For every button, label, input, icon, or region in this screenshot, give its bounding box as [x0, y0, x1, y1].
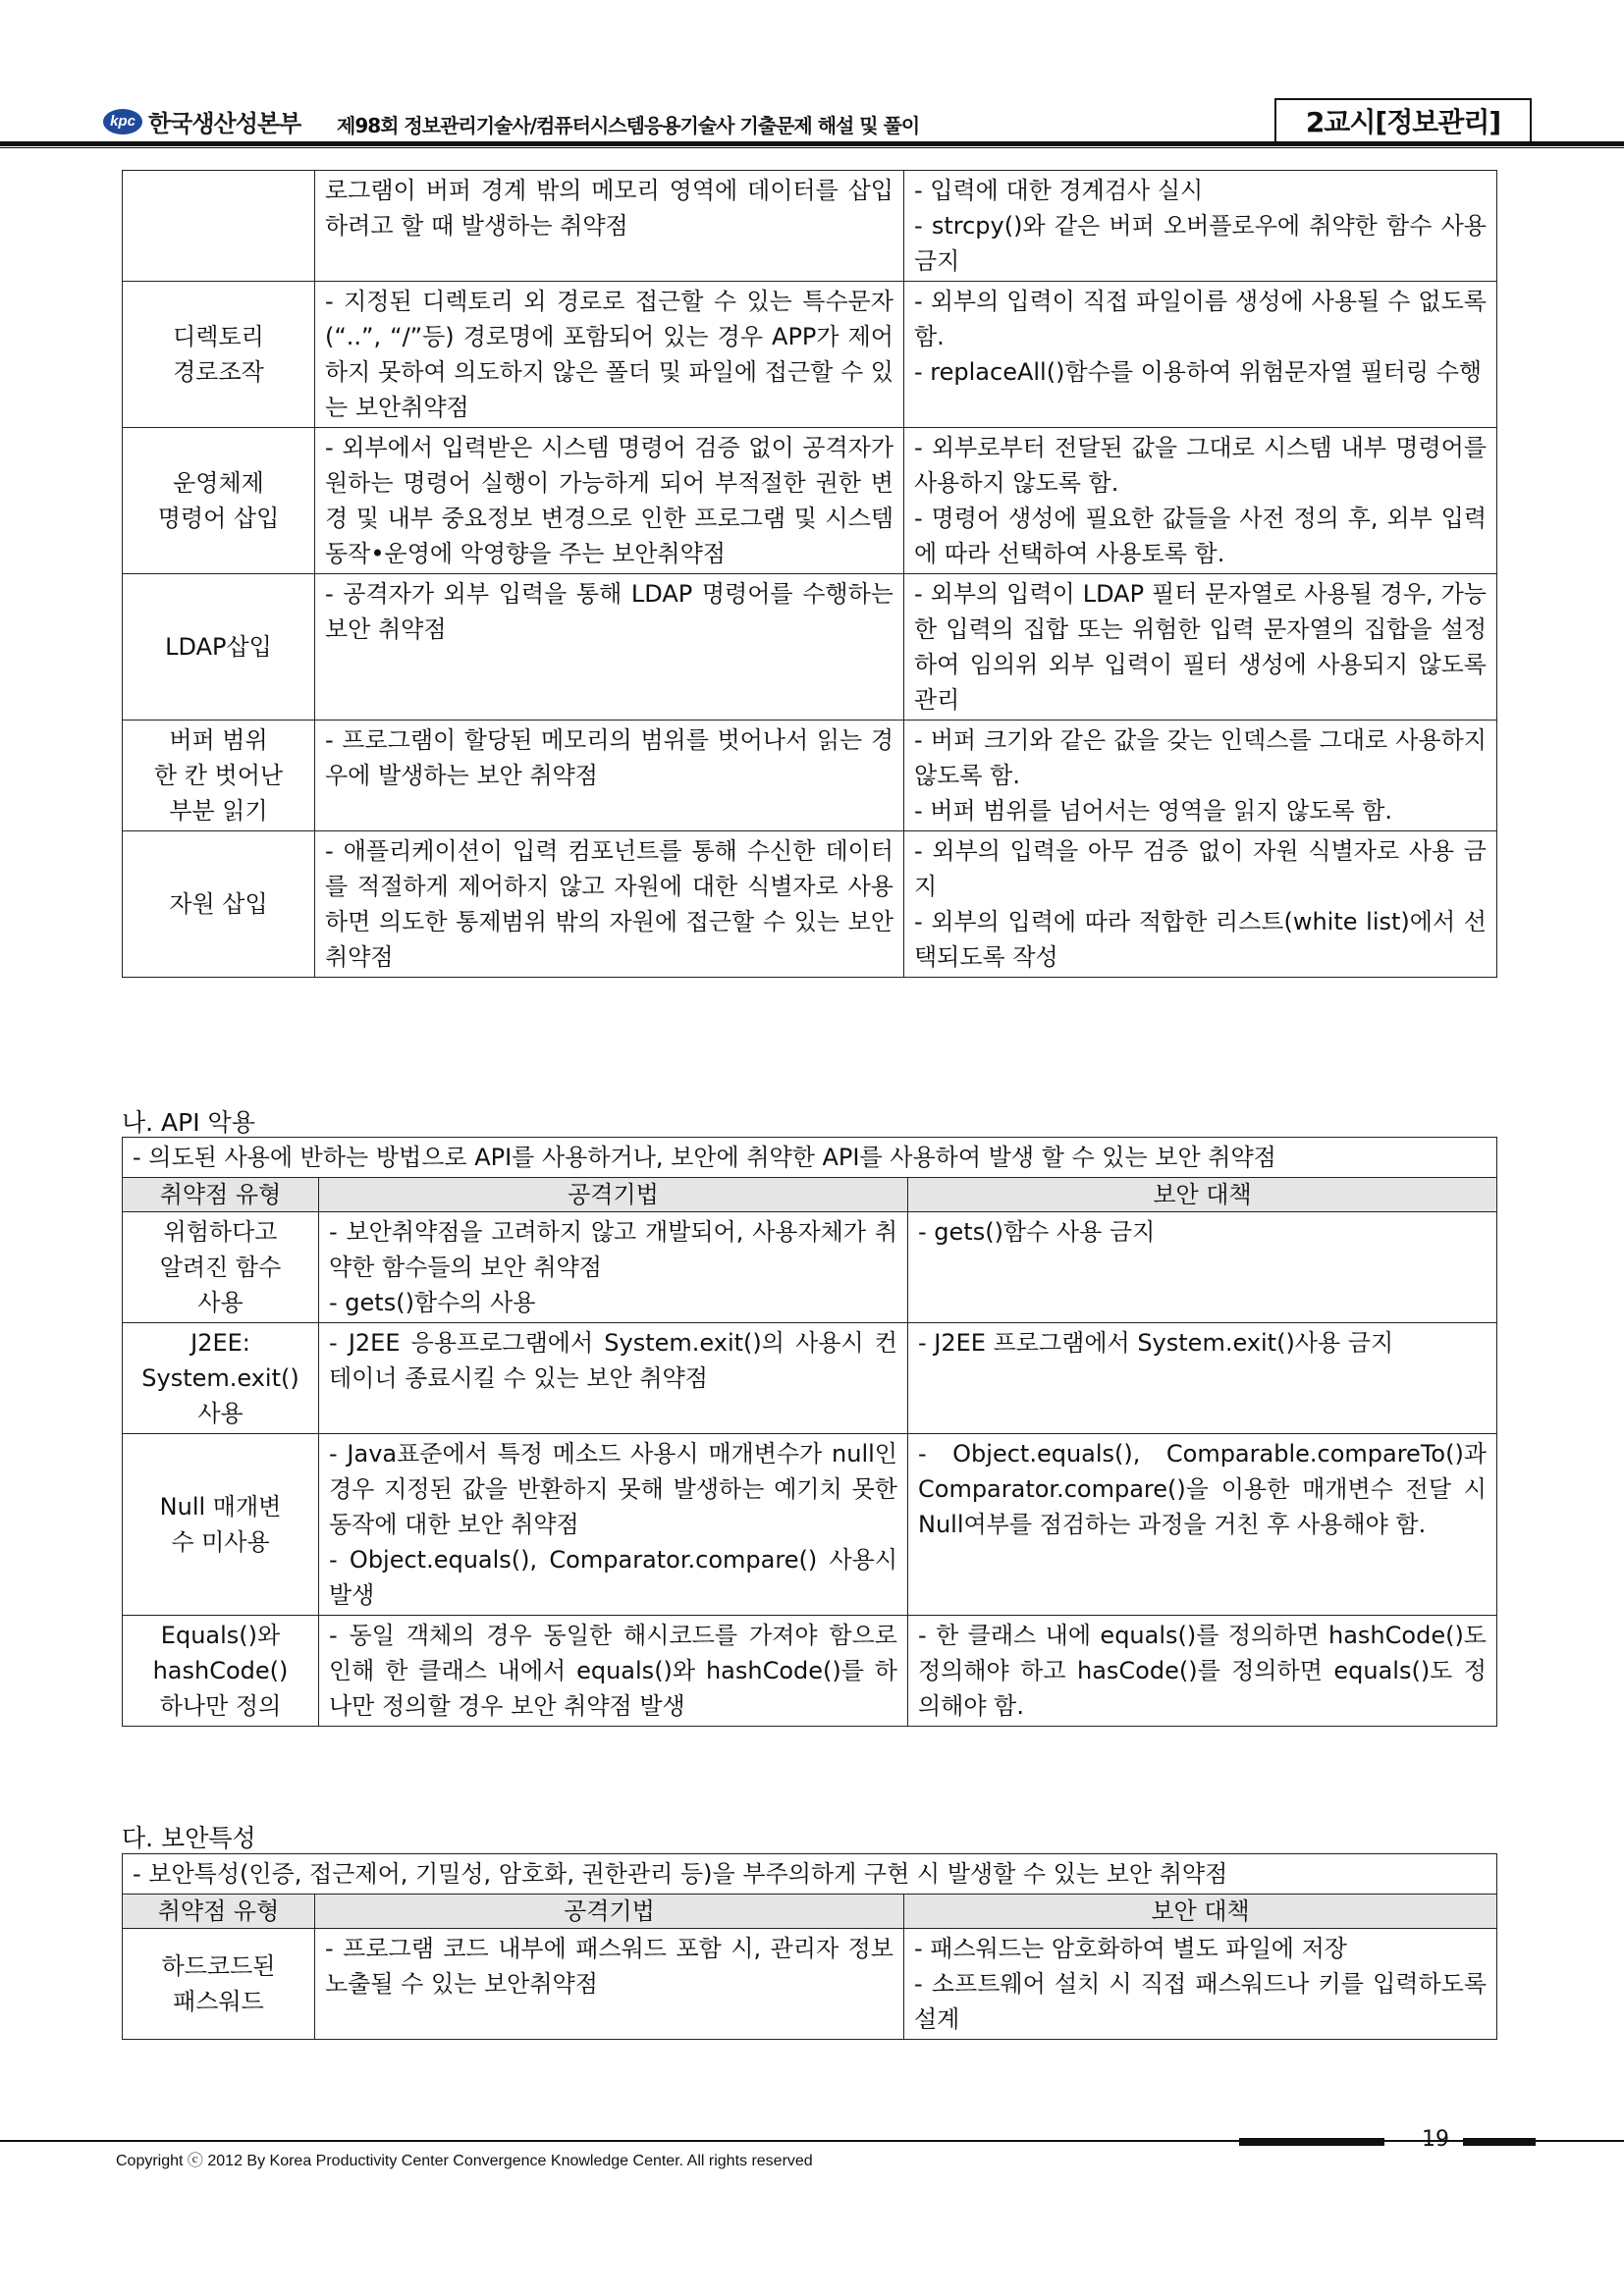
countermeasure-cell: - 외부의 입력이 직접 파일이름 생성에 사용될 수 없도록 함. - replaceAll()함수를 이용하여 위험문자열 필터링 수행 — [904, 282, 1497, 428]
page-number: 19 — [1422, 2127, 1449, 2152]
attack-method-cell: - 동일 객체의 경우 동일한 해시코드를 가져야 함으로 인해 한 클래스 내에서 equals()와 hashCode()를 하나만 정의할 경우 보안 취약점 발생 — [319, 1616, 908, 1727]
countermeasure-cell: - Object.equals(), Comparable.compareTo()과 Comparator.compare()을 이용한 매개변수 전달 시 Null여부를 점검하는 과정을 거친 후 사용해야 함. — [908, 1434, 1497, 1616]
countermeasure-cell: - 버퍼 크기와 같은 값을 갖는 인덱스를 그대로 사용하지 않도록 함. - 버퍼 범위를 넘어서는 영역을 읽지 않도록 함. — [904, 721, 1497, 831]
column-header-attack: 공격기법 — [315, 1895, 904, 1929]
table-row — [123, 282, 1497, 428]
column-header-type: 취약점 유형 — [123, 1178, 319, 1212]
column-header-type: 취약점 유형 — [123, 1895, 315, 1929]
vulnerability-type-cell: Equals()와 hashCode() 하나만 정의 — [123, 1616, 319, 1727]
vulnerability-type-cell: Null 매개변 수 미사용 — [123, 1434, 319, 1616]
attack-method-cell: - 애플리케이션이 입력 컴포넌트를 통해 수신한 데이터를 적절하게 제어하지 않고 자원에 대한 식별자로 사용하면 의도한 통제범위 밖의 자원에 접근할 수 있는 보안 취약점 — [315, 831, 904, 978]
table-row — [123, 1212, 1497, 1323]
table-row — [123, 171, 1497, 282]
countermeasure-cell: - J2EE 프로그램에서 System.exit()사용 금지 — [908, 1323, 1497, 1434]
table-row — [123, 574, 1497, 721]
vulnerability-table-security-features — [122, 1853, 1497, 2040]
section-description: - 의도된 사용에 반하는 방법으로 API를 사용하거나, 보안에 취약한 API를 사용하여 발생 할 수 있는 보안 취약점 — [123, 1138, 1497, 1178]
section-heading-security-features: 다. 보안특성 — [122, 1824, 256, 1852]
logo — [103, 104, 300, 138]
table-row — [123, 1929, 1497, 2040]
countermeasure-cell: - 패스워드는 암호화하여 별도 파일에 저장 - 소프트웨어 설치 시 직접 패스워드나 키를 입력하도록 설계 — [904, 1929, 1497, 2040]
countermeasure-cell: - gets()함수 사용 금지 — [908, 1212, 1497, 1323]
attack-method-cell: - Java표준에서 특정 메소드 사용시 매개변수가 null인 경우 지정된 값을 반환하지 못해 발생하는 예기치 못한 동작에 대한 보안 취약점 - Object.equals(), Comparator.compare() 사용시 발생 — [319, 1434, 908, 1616]
vulnerability-type-cell: 자원 삽입 — [123, 831, 315, 978]
attack-method-cell: 로그램이 버퍼 경계 밖의 메모리 영역에 데이터를 삽입하려고 할 때 발생하는 취약점 — [315, 171, 904, 282]
attack-method-cell: - J2EE 응용프로그램에서 System.exit()의 사용시 컨테이너 종료시킬 수 있는 보안 취약점 — [319, 1323, 908, 1434]
kpc-logo-icon: kpc — [103, 109, 142, 134]
section-description: - 보안특성(인증, 접근제어, 기밀성, 암호화, 권한관리 등)을 부주의하게 구현 시 발생할 수 있는 보안 취약점 — [123, 1854, 1497, 1895]
column-header-attack: 공격기법 — [319, 1178, 908, 1212]
table-row — [123, 428, 1497, 574]
session-badge: 2교시[정보관리] — [1274, 98, 1532, 141]
attack-method-cell: - 프로그램이 할당된 메모리의 범위를 벗어나서 읽는 경우에 발생하는 보안 취약점 — [315, 721, 904, 831]
vulnerability-type-cell — [123, 171, 315, 282]
countermeasure-cell: - 외부의 입력을 아무 검증 없이 자원 식별자로 사용 금지 - 외부의 입력에 따라 적합한 리스트(white list)에서 선택되도록 작성 — [904, 831, 1497, 978]
countermeasure-cell: - 한 클래스 내에 equals()를 정의하면 hashCode()도 정의해야 하고 hasCode()를 정의하면 equals()도 정의해야 함. — [908, 1616, 1497, 1727]
vulnerability-type-cell: 하드코드된 패스워드 — [123, 1929, 315, 2040]
document-title: 제98회 정보관리기술사/컴퓨터시스템응용기술사 기출문제 해설 및 풀이 — [337, 114, 920, 137]
vulnerability-type-cell: 운영체제 명령어 삽입 — [123, 428, 315, 574]
column-header-defense: 보안 대책 — [908, 1178, 1497, 1212]
vulnerability-type-cell: 버퍼 범위 한 칸 벗어난 부분 읽기 — [123, 721, 315, 831]
header-divider-thin — [0, 147, 1624, 148]
countermeasure-cell: - 외부로부터 전달된 값을 그대로 시스템 내부 명령어를 사용하지 않도록 함. - 명령어 생성에 필요한 값들을 사전 정의 후, 외부 입력에 따라 선택하여 사용토록 함. — [904, 428, 1497, 574]
vulnerability-type-cell: 위험하다고 알려진 함수 사용 — [123, 1212, 319, 1323]
column-header-defense: 보안 대책 — [904, 1895, 1497, 1929]
table-row — [123, 721, 1497, 831]
attack-method-cell: - 외부에서 입력받은 시스템 명령어 검증 없이 공격자가 원하는 명령어 실행이 가능하게 되어 부적절한 권한 변경 및 내부 중요정보 변경으로 인한 프로그램 및 시스템 동작•운영에 악영향을 주는 보안취약점 — [315, 428, 904, 574]
table-row — [123, 1323, 1497, 1434]
vulnerability-type-cell: J2EE: System.exit() 사용 — [123, 1323, 319, 1434]
table-row — [123, 1434, 1497, 1616]
countermeasure-cell: - 입력에 대한 경계검사 실시 - strcpy()와 같은 버퍼 오버플로우에 취약한 함수 사용 금지 — [904, 171, 1497, 282]
footer-bar-right — [1463, 2138, 1536, 2146]
vulnerability-type-cell: LDAP삽입 — [123, 574, 315, 721]
header-divider — [0, 141, 1624, 146]
vulnerability-table-input-validation — [122, 170, 1497, 978]
copyright-notice: Copyright ⓒ 2012 By Korea Productivity Center Convergence Knowledge Center. All rights reserved — [116, 2153, 813, 2169]
countermeasure-cell: - 외부의 입력이 LDAP 필터 문자열로 사용될 경우, 가능한 입력의 집합 또는 위험한 입력 문자열의 집합을 설정하여 임의위 외부 입력이 필터 생성에 사용되지 않도록 관리 — [904, 574, 1497, 721]
footer-bar-left — [1239, 2138, 1384, 2146]
section-heading-api-abuse: 나. API 악용 — [122, 1108, 255, 1137]
attack-method-cell: - 지정된 디렉토리 외 경로로 접근할 수 있는 특수문자(“..”, “/”등) 경로명에 포함되어 있는 경우 APP가 제어하지 못하여 의도하지 않은 폴더 및 파일에 접근할 수 있는 보안취약점 — [315, 282, 904, 428]
page-header — [103, 98, 1532, 145]
vulnerability-type-cell: 디렉토리 경로조작 — [123, 282, 315, 428]
attack-method-cell: - 공격자가 외부 입력을 통해 LDAP 명령어를 수행하는 보안 취약점 — [315, 574, 904, 721]
attack-method-cell: - 프로그램 코드 내부에 패스워드 포함 시, 관리자 정보 노출될 수 있는 보안취약점 — [315, 1929, 904, 2040]
table-row — [123, 831, 1497, 978]
attack-method-cell: - 보안취약점을 고려하지 않고 개발되어, 사용자체가 취약한 함수들의 보안 취약점 - gets()함수의 사용 — [319, 1212, 908, 1323]
table-row — [123, 1616, 1497, 1727]
logo-text: 한국생산성본부 — [148, 110, 301, 137]
vulnerability-table-api-abuse — [122, 1137, 1497, 1727]
